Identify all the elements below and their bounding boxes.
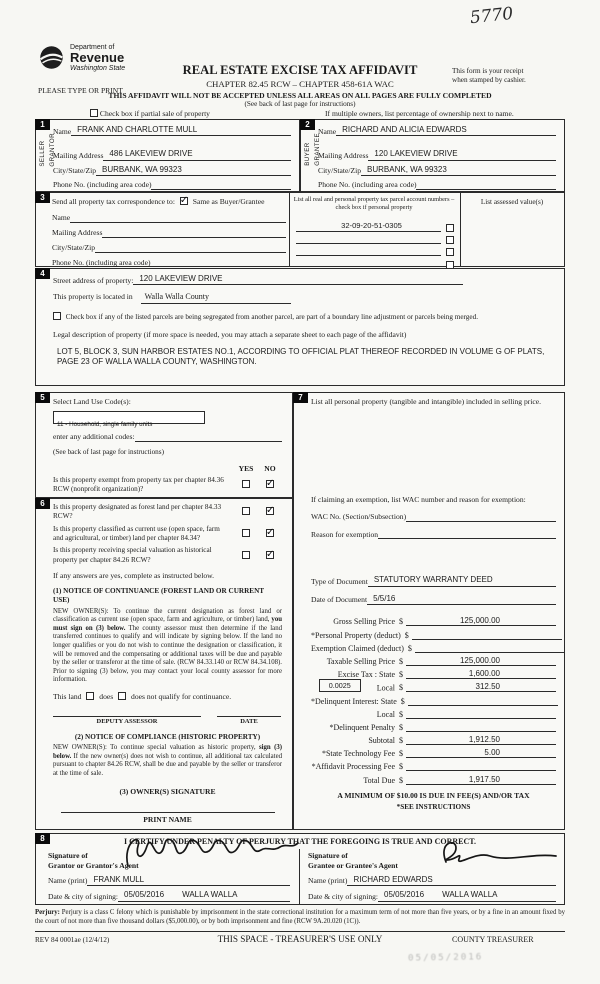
see-instructions-note: *SEE INSTRUCTIONS [396, 802, 471, 811]
assessor-date-line[interactable]: DATE [217, 716, 281, 725]
handwritten-receipt-number: 5770 [469, 3, 515, 29]
segregated-label: Check box if any of the listed parcels are being segregated from another parcel, are part of a boundary line adjustment or parcels being merged. [65, 312, 478, 321]
delinquent-interest-state-field[interactable] [408, 696, 558, 706]
parcel-numbers-header: List all real and personal property tax parcel account numbers – check box if personal property [293, 196, 455, 212]
receipt-note: This form is your receipt when stamped by cashier. [452, 67, 526, 85]
segregated-row [53, 312, 552, 322]
money-row-gross: Gross Selling Price $ 125,000.00 [311, 613, 556, 626]
seller-mailing-label: Mailing Address [53, 150, 104, 160]
wac-label: WAC No. (Section/Subsection) [311, 511, 407, 521]
state-technology-fee-field[interactable]: 5.00 [406, 748, 556, 758]
grantor-signature-label: Signature of Grantor or Grantor's Agent [48, 851, 139, 870]
print-name-label: PRINT NAME [143, 815, 192, 825]
seller-name-label: Name [53, 126, 72, 136]
corr-csz-field[interactable] [95, 244, 286, 253]
buyer-csz-label: City/State/Zip [318, 166, 362, 176]
current-use-yes-checkbox[interactable] [242, 529, 250, 537]
treasurer-space-label: THIS SPACE - TREASURER'S USE ONLY [217, 934, 383, 944]
gross-selling-price-field[interactable]: 125,000.00 [406, 616, 556, 626]
dept-revenue: Revenue [70, 50, 125, 65]
buyer-mailing-label: Mailing Address [318, 150, 369, 160]
this-land-label: This land [53, 691, 82, 701]
parcel-list [292, 218, 458, 269]
legal-description-text: LOT 5, BLOCK 3, SUN HARBOR ESTATES NO.1, ACCORDING TO OFFICIAL PLAT THEREOF RECORDED IN VOLUME G OF PLATS, PAGE 23 OF WALLA WALLA COUNTY, WASHINGTON. [57, 347, 545, 367]
please-type-note: PLEASE TYPE OR PRINT [38, 86, 123, 95]
wac-field[interactable] [406, 513, 556, 522]
money-row-excise-local: 0.0025 Local $ 312.50 [311, 679, 556, 692]
taxable-selling-price-field[interactable]: 125,000.00 [406, 656, 556, 666]
money-row-delinq-int-local: Local $ [311, 706, 556, 719]
total-due-field[interactable]: 1,917.50 [406, 775, 556, 785]
personal-property-note: List all personal property (tangible and intangible) included in selling price. [311, 397, 542, 406]
money-table [311, 613, 556, 784]
question-current-use: Is this property classified as current use (open space, farm and agricultural, or timber) land per chapter 84.34? ✓ [53, 525, 282, 544]
parcel-number-field[interactable] [296, 235, 441, 244]
correspondence-fields [52, 210, 286, 267]
notice1-title: (1) NOTICE OF CONTINUANCE (FOREST LAND OR CURRENT USE) [53, 587, 264, 605]
owners-signature-label: (3) OWNER(S) SIGNATURE [119, 787, 216, 797]
section-8-badge: 8 [35, 833, 50, 844]
buyer-mailing-field[interactable]: 120 LAKEVIEW DRIVE [368, 149, 556, 160]
section-6-designations [35, 498, 293, 830]
doc-date-field[interactable]: 5/5/16 [367, 594, 556, 605]
grantee-date-city-field[interactable]: 05/05/2016 WALLA WALLA [378, 890, 556, 901]
buyer-csz-field[interactable]: BURBANK, WA 99323 [361, 165, 556, 176]
section-4-badge: 4 [35, 268, 50, 279]
segregated-checkbox[interactable] [53, 312, 61, 320]
excise-local-field[interactable]: 312.50 [406, 682, 556, 692]
forest-yes-checkbox[interactable] [242, 507, 250, 515]
notice1-body: NEW OWNER(S): To continue the current designation as forest land or classification as current use (open space, farm and agriculture, or timber) land, you must sign on (3) below. The county assessor must then determine if the land transferred continues to qualify and will indicate by signing below. If the land no longer qualifies or you do not wish to continue the designation or classification, it will be removed and the compensating or additional taxes will be due and payable by the seller or transferor at the time of sale. (RCW 84.33.140 or RCW 84.34.108). Prior to signing (3) below, you may contact your local county assessor for more information. [53, 607, 282, 684]
parcel-number-field[interactable]: 32-09-20-51-0305 [296, 221, 441, 232]
personal-property-checkbox[interactable] [446, 236, 454, 244]
section-4-property [35, 268, 565, 386]
section-5-land-use [35, 392, 293, 498]
if-yes-note: If any answers are yes, complete as instructed below. [53, 571, 215, 581]
warning-line: THIS AFFIDAVIT WILL NOT BE ACCEPTED UNLESS ALL AREAS ON ALL PAGES ARE FULLY COMPLETED [108, 91, 492, 100]
send-correspondence-label: Send all property tax correspondence to: [52, 197, 175, 206]
partial-sale-row [90, 109, 210, 119]
assessor-sign-row [53, 716, 282, 725]
grantee-signature-label: Signature of Grantee or Grantee's Agent [308, 851, 398, 870]
reason-label: Reason for exemption [311, 529, 379, 539]
question-historic: Is this property receiving special valuation as historical property per chapter 84.26 RCW? ✓ [53, 546, 282, 565]
section-6-badge: 6 [35, 498, 50, 509]
money-row-subtotal: Subtotal $ 1,912.50 [311, 732, 556, 745]
seller-side-label: SELLER GRANTOR [39, 133, 56, 167]
local-rate-box: 0.0025 [319, 679, 361, 692]
continuance-row [53, 692, 282, 702]
personal-property-field[interactable] [412, 630, 562, 640]
excise-state-field[interactable]: 1,600.00 [406, 669, 556, 679]
no-header: NO [264, 464, 276, 474]
doc-date-label: Date of Document [311, 595, 368, 605]
affidavit-processing-fee-field[interactable] [406, 761, 556, 771]
money-row-taxable: Taxable Selling Price $ 125,000.00 [311, 653, 556, 666]
section-7-amounts [293, 392, 565, 830]
does-label: does [99, 691, 114, 701]
grantee-name-print-label: Name (print) [308, 876, 348, 886]
section-7-badge: 7 [293, 392, 308, 403]
partial-sale-checkbox[interactable] [90, 109, 98, 117]
parcel-row [292, 221, 458, 232]
same-as-buyer-label: Same as Buyer/Grantee [192, 197, 265, 206]
multiple-owners-note: If multiple owners, list percentage of ownership next to name. [325, 109, 514, 118]
section-5-badge: 5 [35, 392, 50, 403]
owners-signature-line[interactable] [61, 812, 275, 813]
personal-property-checkbox[interactable] [446, 248, 454, 256]
yes-no-header [53, 464, 282, 474]
located-row [53, 292, 552, 303]
land-use-code-value: 11 - Household, single family units [57, 420, 153, 428]
question-exempt: Is this property exempt from property tax per chapter 84.36 RCW (nonprofit organization)? ✓ [53, 476, 282, 495]
money-row-tech-fee: *State Technology Fee $ 5.00 [311, 745, 556, 758]
exempt-no-checkbox[interactable] [266, 480, 274, 488]
delinquent-penalty-field[interactable] [406, 722, 556, 732]
legal-description-label: Legal description of property (if more space is needed, you may attach a separate sheet to each page of the affidavit) [53, 330, 407, 340]
buyer-name-label: Name [318, 126, 337, 136]
corr-mailing-label: Mailing Address [52, 227, 103, 237]
corr-phone-field[interactable] [150, 258, 286, 267]
seller-name-field[interactable]: FRANK AND CHARLOTTE MULL [71, 125, 291, 136]
notice2-body: NEW OWNER(S): To continue special valuation as historic property, sign (3) below. If the new owner(s) does not wish to continue, all additional tax calculated pursuant to chapter 84.26 RCW, shall be due and payable by the seller or transferor at the time of sale. [53, 744, 282, 777]
reason-field[interactable] [378, 530, 556, 539]
current-use-no-checkbox[interactable] [266, 529, 274, 537]
additional-codes-label: enter any additional codes: [53, 431, 135, 441]
doc-type-label: Type of Document [311, 576, 368, 586]
county-treasurer-label: COUNTY TREASURER [452, 935, 534, 944]
section-2-buyer [300, 119, 565, 192]
land-use-title: Select Land Use Code(s): [53, 397, 131, 406]
seller-csz-label: City/State/Zip [53, 166, 97, 176]
subtotal-field[interactable]: 1,912.50 [406, 735, 556, 745]
corr-phone-label: Phone No. (including area code) [52, 257, 151, 267]
divider [289, 193, 290, 266]
located-label: This property is located in [53, 292, 133, 302]
money-row-personal: *Personal Property (deduct) $ [311, 626, 556, 639]
parcel-number-field[interactable] [296, 247, 441, 256]
send-correspondence-row [52, 197, 264, 207]
grantor-name-field[interactable]: FRANK MULL [87, 875, 290, 886]
divider [460, 193, 461, 266]
question-forest: Is this property designated as forest land per chapter 84.33 RCW? ✓ [53, 503, 282, 522]
notice2-title: (2) NOTICE OF COMPLIANCE (HISTORIC PROPERTY) [74, 732, 261, 741]
corr-mailing-field[interactable] [102, 229, 286, 238]
grantee-name-field[interactable]: RICHARD EDWARDS [347, 875, 556, 886]
section-2-badge: 2 [300, 119, 315, 130]
see-back-note-2: (See back of last page for instructions) [53, 447, 164, 456]
forest-no-checkbox[interactable] [266, 507, 274, 515]
assessed-values-header: List assessed value(s) [480, 198, 544, 206]
parcel-row [292, 247, 458, 256]
does-not-label: does not qualify for continuance. [131, 691, 232, 701]
street-address-field[interactable]: 120 LAKEVIEW DRIVE [133, 274, 463, 285]
does-not-checkbox[interactable] [118, 692, 126, 700]
grantor-name-print-label: Name (print) [48, 876, 88, 886]
doc-type-field[interactable]: STATUTORY WARRANTY DEED [368, 575, 556, 586]
section-8-signatures [35, 833, 565, 905]
corr-name-label: Name [52, 213, 71, 222]
corr-csz-label: City/State/Zip [52, 242, 96, 252]
historic-no-checkbox[interactable] [266, 551, 274, 559]
money-row-exemption: Exemption Claimed (deduct) $ [311, 640, 556, 653]
exempt-yes-checkbox[interactable] [242, 480, 250, 488]
money-row-delinq-penalty: *Delinquent Penalty $ [311, 719, 556, 732]
treasurer-stamp: 05/05/2016 [407, 951, 484, 964]
dept-state: Washington State [70, 65, 126, 72]
yes-header: YES [238, 464, 254, 474]
personal-property-checkbox[interactable] [446, 224, 454, 232]
grantor-date-city-label: Date & city of signing: [48, 891, 119, 901]
form-title: REAL ESTATE EXCISE TAX AFFIDAVIT [182, 63, 418, 77]
money-row-excise-state: Excise Tax : State $ 1,600.00 [311, 666, 556, 679]
money-row-processing-fee: *Affidavit Processing Fee $ [311, 758, 556, 771]
delinquent-interest-local-field[interactable] [406, 709, 556, 719]
deputy-assessor-line[interactable]: DEPUTY ASSESSOR [53, 716, 201, 725]
perjury-notice: Perjury: Perjury is a class C felony which is punishable by imprisonment in the state correctional institution for a maximum term of not more than five years, or by a fine in an amount fixed by the court of not more than five thousand dollars ($5,000.00), or by both imprisonment and fine (RCW 9A.20.020 (1C)). [35, 909, 565, 925]
exemption-note: If claiming an exemption, list WAC number and reason for exemption: [311, 494, 526, 504]
certify-statement: I CERTIFY UNDER PENALTY OF PERJURY THAT THE FOREGOING IS TRUE AND CORRECT. [123, 837, 476, 846]
grantee-date-city-label: Date & city of signing: [308, 891, 379, 901]
street-address-label: Street address of property: [53, 275, 134, 285]
section-1-badge: 1 [35, 119, 50, 130]
historic-yes-checkbox[interactable] [242, 551, 250, 559]
buyer-phone-field[interactable] [416, 181, 556, 190]
see-back-note: (See back of last page for instructions) [244, 100, 356, 108]
land-use-code-box[interactable] [53, 411, 205, 428]
buyer-side-label: BUYER GRANTEE [304, 133, 321, 166]
chapter-line: CHAPTER 82.45 RCW – CHAPTER 458-61A WAC [206, 79, 394, 89]
form-revision-number: REV 84 0001ae (12/4/12) [35, 936, 110, 944]
footer-rule [35, 931, 565, 932]
grantor-signature[interactable] [118, 828, 303, 874]
county-field[interactable]: Walla Walla County [141, 292, 291, 303]
section-1-seller [35, 119, 300, 192]
seller-phone-field[interactable] [151, 181, 291, 190]
section-3-badge: 3 [35, 192, 50, 203]
exemption-claimed-field[interactable] [415, 643, 565, 653]
partial-sale-label: Check box if partial sale of property [99, 109, 210, 118]
seller-csz-field[interactable]: BURBANK, WA 99323 [96, 165, 291, 176]
buyer-phone-label: Phone No. (including area code) [318, 180, 417, 190]
same-as-buyer-checkbox[interactable] [180, 197, 188, 205]
grantor-date-city-field[interactable]: 05/05/2016 WALLA WALLA [118, 890, 290, 901]
seller-mailing-field[interactable]: 486 LAKEVIEW DRIVE [103, 149, 291, 160]
additional-codes-field[interactable] [135, 433, 282, 442]
buyer-name-field[interactable]: RICHARD AND ALICIA EDWARDS [336, 125, 556, 136]
does-checkbox[interactable] [86, 692, 94, 700]
minimum-due-note: A MINIMUM OF $10.00 IS DUE IN FEE(S) AND/OR TAX [337, 790, 530, 800]
section-3-correspondence [35, 192, 565, 267]
money-row-total: Total Due $ 1,917.50 [311, 771, 556, 784]
parcel-row [292, 235, 458, 244]
dept-of: Department of [70, 44, 115, 51]
corr-name-field[interactable] [70, 214, 286, 223]
grantee-signature[interactable] [428, 838, 563, 870]
money-row-delinq-int-state: *Delinquent Interest: State $ [311, 692, 556, 705]
seller-phone-label: Phone No. (including area code) [53, 180, 152, 190]
